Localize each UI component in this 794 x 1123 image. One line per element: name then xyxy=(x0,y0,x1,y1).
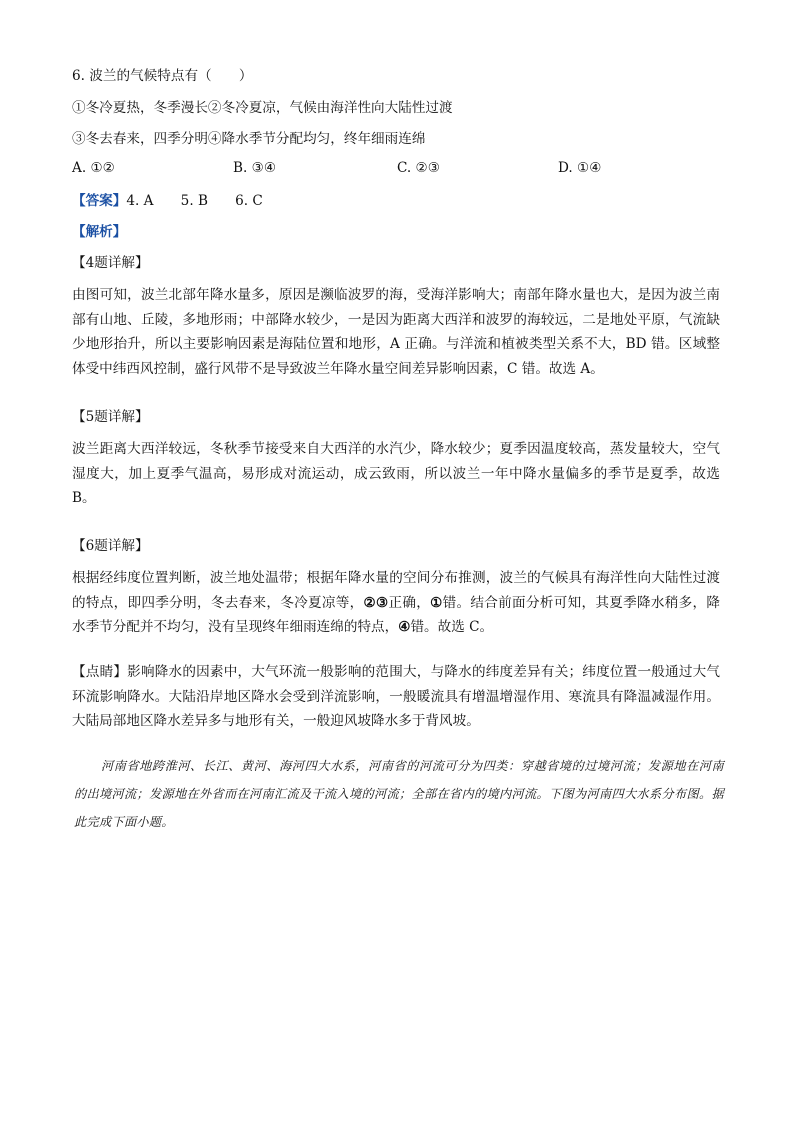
analysis-tag: 【解析】 xyxy=(72,224,127,240)
detail-6-mark-a: ②③ xyxy=(363,594,389,611)
tip-text: 影响降水的因素中，大气环流一般影响的范围大，与降水的纬度差异有关；纬度位置一般通过大气环流影响降水。大陆沿岸地区降水会受到洋流影响，一般暖流具有增温增湿作用、寒流具有降温减湿作用。大陆局部地区降水差异多与地形有关，一般迎风坡降水多于背风坡。 xyxy=(72,664,721,729)
detail-5-heading: 【5题详解】 xyxy=(72,409,149,425)
detail-6-text-a: 根据经纬度位置判断，波兰地处温带；根据年降水量的空间分布推测，波兰的气候具有海洋性向大陆性过渡的特点，即四季分明，冬去春来，冬冷夏凉等， xyxy=(72,570,720,611)
option-d: D. ①④ xyxy=(558,160,602,176)
detail-4-paragraph: 由图可知，波兰北部年降水量多，原因是濒临波罗的海，受海洋影响大；南部年降水量也大，是因为波兰南部有山地、丘陵，多地形雨；中部降水较少，一是因为距离大西洋和波罗的海较远，二是地处平原，气流缺少地形抬升，所以主要影响因素是海陆位置和地形，A 正确。与洋流和植被类型关系不大，BD 错。区域整体受中纬西风控制，盛行风带不是导致波兰年降水量空间差异影响因素，C 错。故选 A。 xyxy=(72,287,720,377)
detail-6-text-b: 正确， xyxy=(388,594,431,611)
detail-6-mark-c: ④ xyxy=(398,619,411,635)
option-a: A. ①② xyxy=(72,160,115,176)
detail-4-heading: 【4题详解】 xyxy=(72,255,149,271)
question-6-stem: 6. 波兰的气候特点有（ ） xyxy=(72,68,253,84)
answer-tag: 【答案】 xyxy=(72,193,127,209)
tip-paragraph xyxy=(72,660,720,734)
detail-6-text-d: 错。故选 C。 xyxy=(410,619,494,635)
question-6-statement-line-1: ①冬冷夏热，冬季漫长②冬冷夏凉，气候由海洋性向大陆性过渡 xyxy=(72,100,453,116)
next-section-intro: 河南省地跨淮河、长江、黄河、海河四大水系，河南省的河流可分为四类：穿越省境的过境河流；发源地在河南的出境河流；发源地在外省而在河南汇流及干流入境的河流；全部在省内的境内河流。下图为河南四大水系分布图。据此完成下面小题。 xyxy=(74,759,724,829)
detail-6-heading: 【6题详解】 xyxy=(72,538,149,554)
detail-6-paragraph xyxy=(72,566,720,640)
question-6-options xyxy=(72,160,732,180)
option-b: B. ③④ xyxy=(233,160,277,176)
detail-6-mark-b: ① xyxy=(430,594,443,611)
answer-text: 4. A 5. B 6. C xyxy=(126,193,263,209)
question-6-statement-line-2: ③冬去春来，四季分明④降水季节分配均匀，终年细雨连绵 xyxy=(72,131,426,147)
detail-6-text-c: 错。结合前面分析可知，其夏季降水稍多，降水季节分配并不均匀，没有呈现终年细雨连绵的特点， xyxy=(72,594,721,635)
detail-5-paragraph: 波兰距离大西洋较远，冬秋季节接受来自大西洋的水汽少，降水较少；夏季因温度较高，蒸发量较大，空气湿度大，加上夏季气温高，易形成对流运动，成云致雨，所以波兰一年中降水量偏多的季节是夏季，故选 B。 xyxy=(72,441,720,506)
analysis-heading xyxy=(72,222,126,242)
option-c: C. ②③ xyxy=(397,160,440,176)
tip-tag: 【点睛】 xyxy=(72,664,128,680)
answer-line xyxy=(72,191,263,211)
